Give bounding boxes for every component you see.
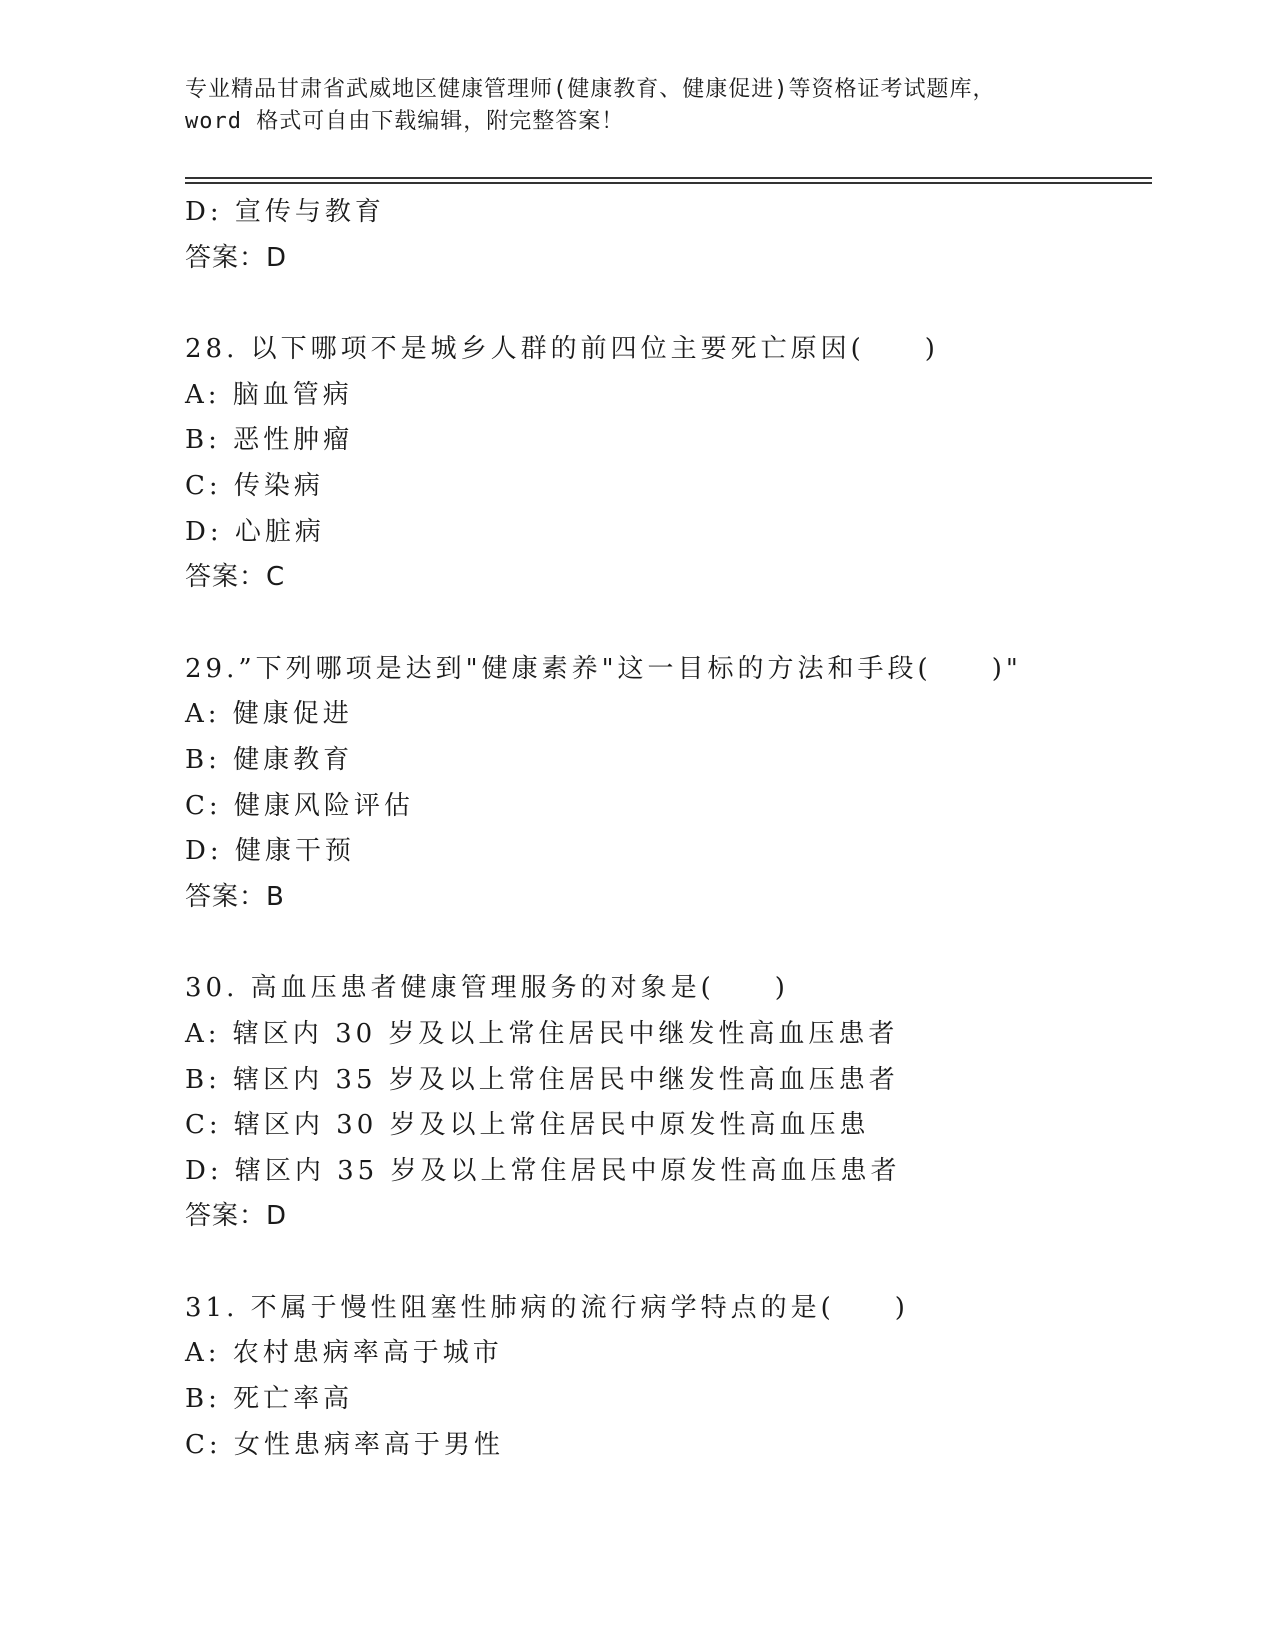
option-b: B: 恶性肿瘤 [185,425,354,456]
option-b: B: 健康教育 [185,744,354,775]
spacer [185,281,1145,327]
header-line-1: 专业精品甘肃省武威地区健康管理师(健康教育、健康促进)等资格证考试题库， [185,77,996,102]
header-divider-bottom [185,182,1152,184]
question-31 [185,1286,1145,1468]
option-d: D: 健康干预 [185,836,355,867]
spacer [185,1240,1145,1286]
option-b: B: 死亡率高 [185,1384,354,1415]
header-divider-top [185,177,1152,179]
answer: 答案：D [185,1201,288,1232]
document-header [185,74,1085,138]
question-stem: 30. 高血压患者健康管理服务的对象是( ) [185,973,789,1004]
option-a: A: 农村患病率高于城市 [185,1338,503,1369]
option-d: D: 心脏病 [185,516,325,547]
option-a: A: 辖区内 30 岁及以上常住居民中继发性高血压患者 [185,1018,899,1049]
question-28 [185,327,1145,601]
option-c: C: 传染病 [185,470,324,501]
option-c: C: 女性患病率高于男性 [185,1429,504,1460]
answer: 答案：C [185,562,286,593]
option-b: B: 辖区内 35 岁及以上常住居民中继发性高血压患者 [185,1064,899,1095]
question-30 [185,966,1145,1240]
question-stem: 28. 以下哪项不是城乡人群的前四位主要死亡原因( ) [185,334,939,365]
question-fragment [185,190,1145,281]
header-line-2: word 格式可自由下载编辑，附完整答案！ [185,109,625,134]
question-list [185,190,1145,1468]
answer: 答案：B [185,881,285,912]
question-29 [185,647,1145,921]
question-stem: 31. 不属于慢性阻塞性肺病的流行病学特点的是( ) [185,1292,909,1323]
option-c: C: 健康风险评估 [185,790,414,821]
spacer [185,601,1145,647]
option-d: D: 宣传与教育 [185,197,385,227]
spacer [185,920,1145,966]
option-c: C: 辖区内 30 岁及以上常住居民中原发性高血压患 [185,1110,870,1141]
option-a: A: 健康促进 [185,699,353,730]
answer: 答案：D [185,242,288,273]
option-d: D: 辖区内 35 岁及以上常住居民中原发性高血压患者 [185,1155,901,1186]
question-stem: 29.”下列哪项是达到"健康素养"这一目标的方法和手段( )" [185,653,1022,684]
option-a: A: 脑血管病 [185,379,353,410]
